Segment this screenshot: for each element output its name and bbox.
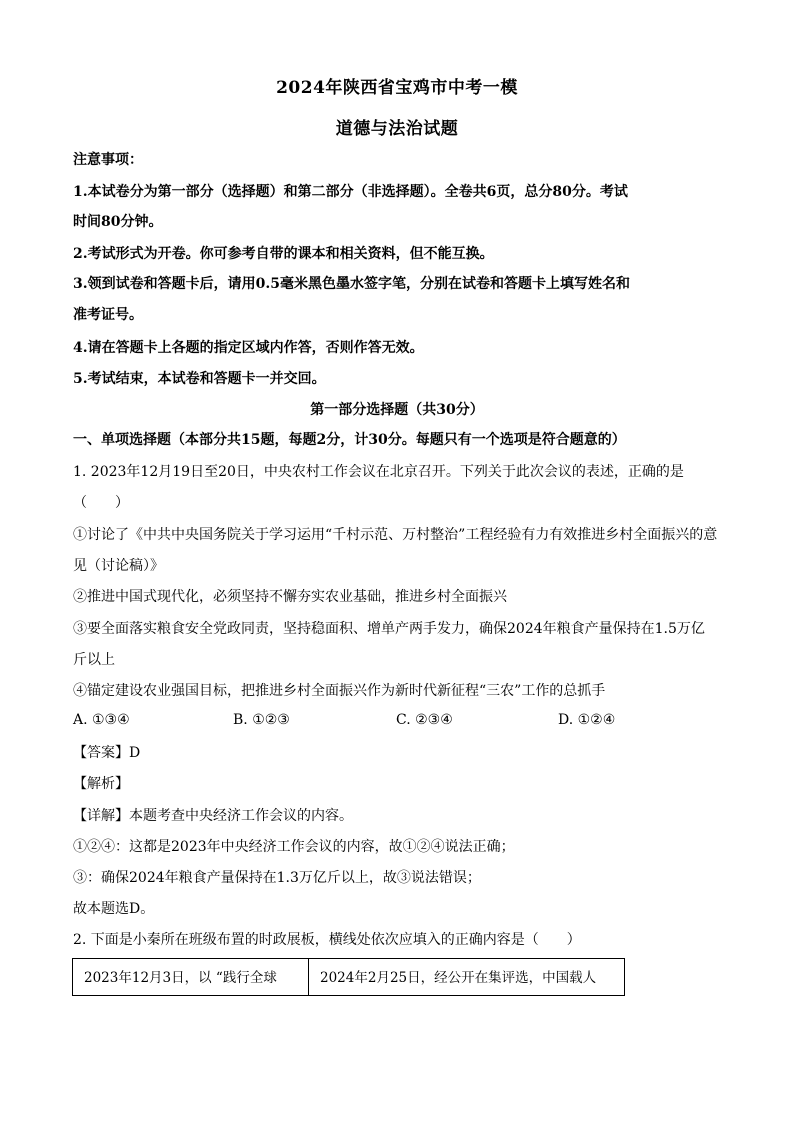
note-1-line-1: 1.本试卷分为第一部分（选择题）和第二部分（非选择题）。全卷共6页，总分80分。考试: [73, 184, 628, 200]
note-1-line-2: 时间80分钟。: [73, 214, 163, 230]
q1-analysis-label: 【解析】: [73, 776, 129, 792]
note-5: 5.考试结束，本试卷和答题卡一并交回。: [73, 371, 326, 387]
q1-statement-3-line-2: 斤以上: [73, 652, 115, 668]
q1-stem-line-2: （ ）: [73, 495, 129, 511]
part1-heading: 第一部分选择题（共30分）: [310, 402, 484, 418]
note-3-line-2: 准考证号。: [73, 307, 143, 323]
note-4: 4.请在答题卡上各题的指定区域内作答，否则作答无效。: [73, 340, 424, 356]
q2-board-cell-1: 2023年12月3日，以 “践行全球: [73, 959, 309, 995]
q1-statement-1-line-2: 见（讨论稿）》: [73, 558, 164, 574]
q1-stem-line-1: 1. 2023年12月19日至20日，中央农村工作会议在北京召开。下列关于此次会议的表述，正确的是: [73, 464, 684, 480]
q1-conclusion: 故本题选D。: [73, 901, 155, 917]
q1-option-a[interactable]: A. ①③④: [73, 712, 130, 728]
q1-answer: 【答案】D: [73, 745, 141, 761]
q1-detail-2: ③：确保2024年粮食产量保持在1.3万亿斤以上，故③说法错误；: [73, 870, 481, 886]
q1-statement-1-line-1: ①讨论了《中共中央国务院关于学习运用“千村示范、万村整治”工程经验有力有效推进乡村全面振兴的意: [73, 527, 718, 543]
q1-options: [0, 712, 794, 732]
exam-subject: 道德与法治试题: [335, 119, 459, 139]
exam-title: 2024年陕西省宝鸡市中考一模: [276, 78, 518, 98]
section-heading: 一、单项选择题（本部分共15题，每题2分，计30分。每题只有一个选项是符合题意的）: [73, 432, 626, 448]
q1-detail: 【详解】本题考查中央经济工作会议的内容。: [73, 808, 353, 824]
q1-statement-2: ②推进中国式现代化，必须坚持不懈夯实农业基础，推进乡村全面振兴: [73, 589, 507, 605]
q2-board-cell-2: 2024年2月25日，经公开在集评选，中国载人: [320, 970, 597, 986]
q2-board-table: [72, 958, 625, 996]
note-3-line-1: 3.领到试卷和答题卡后，请用0.5毫米黑色墨水签字笔，分别在试卷和答题卡上填写姓名和: [73, 276, 630, 292]
note-2: 2.考试形式为开卷。你可参考自带的课本和相关资料，但不能互换。: [73, 246, 494, 262]
q2-stem: 2. 下面是小秦所在班级布置的时政展板，横线处依次应填入的正确内容是（ ）: [73, 932, 581, 948]
notes-heading: 注意事项：: [73, 152, 143, 168]
q1-option-b[interactable]: B. ①②③: [233, 712, 290, 728]
q1-statement-4: ④锚定建设农业强国目标，把推进乡村全面振兴作为新时代新征程“三农”工作的总抓手: [73, 683, 606, 699]
q1-detail-1: ①②④：这都是2023年中央经济工作会议的内容，故①②④说法正确；: [73, 839, 515, 855]
q1-option-d[interactable]: D. ①②④: [558, 712, 616, 728]
q1-statement-3-line-1: ③要全面落实粮食安全党政同责，坚持稳面积、增单产两手发力，确保2024年粮食产量保持在1.5万亿: [73, 621, 705, 637]
q1-option-c[interactable]: C. ②③④: [396, 712, 453, 728]
